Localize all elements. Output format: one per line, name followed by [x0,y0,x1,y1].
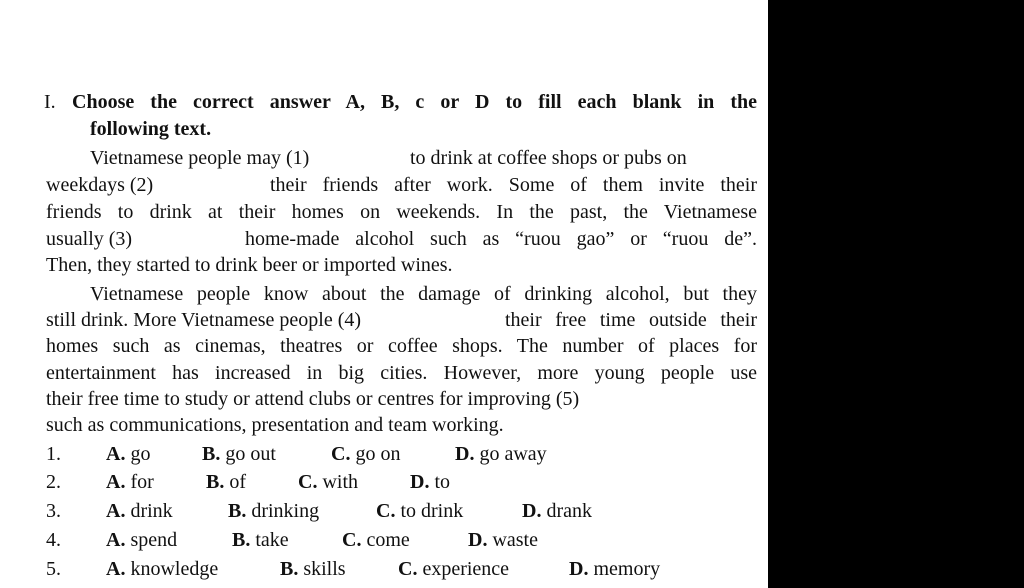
option-b[interactable]: B. go out [202,443,276,465]
p1-line-5: Then, they started to drink beer or imported wines. [46,254,453,276]
p1-line-4-end: home-made alcohol such as “ruou gao” or “ruou de”. [245,228,757,250]
p1-line-2-end: their friends after work. Some of them invite their [270,174,757,196]
option-c[interactable]: C. come [342,529,410,551]
p2-line-2-end: their free time outside their [505,309,757,331]
p1-line-3: friends to drink at their homes on weekends. In the past, the Vietnamese [46,201,757,223]
option-d[interactable]: D. waste [468,529,538,551]
heading-line-2: following text. [90,118,212,140]
question-number: 5. [46,558,61,580]
option-c[interactable]: C. to drink [376,500,464,522]
p2-line-6: such as communications, presentation and team working. [46,414,504,436]
option-d[interactable]: D. go away [455,443,547,465]
option-c[interactable]: C. go on [331,443,401,465]
p2-line-3: homes such as cinemas, theatres or coffee shops. The number of places for [46,335,757,357]
p2-line-5: their free time to study or attend clubs or centres for improving (5) [46,388,580,410]
question-number: 1. [46,443,61,465]
p1-line-1-start: Vietnamese people may (1) [90,147,310,169]
option-b[interactable]: B. skills [280,558,346,580]
option-b[interactable]: B. drinking [228,500,320,522]
question-number: 4. [46,529,61,551]
p2-line-1: Vietnamese people know about the damage of drinking alcohol, but they [90,283,757,305]
option-a[interactable]: A. drink [106,500,173,522]
option-b[interactable]: B. of [206,471,247,493]
p1-line-4-start: usually (3) [46,228,133,250]
option-d[interactable]: D. memory [569,558,661,580]
black-side-panel [768,0,1024,588]
option-a[interactable]: A. knowledge [106,558,219,580]
option-c[interactable]: C. with [298,471,359,493]
option-a[interactable]: A. go [106,443,151,465]
question-number: 2. [46,471,61,493]
option-d[interactable]: D. drank [522,500,592,522]
option-d[interactable]: D. to [410,471,451,493]
p1-line-2-start: weekdays (2) [46,174,154,196]
heading-number: I. [44,91,56,113]
option-c[interactable]: C. experience [398,558,510,580]
option-a[interactable]: A. for [106,471,154,493]
question-number: 3. [46,500,61,522]
heading-line-1: Choose the correct answer A, B, c or D to fill each blank in the [72,91,757,113]
p2-line-2-start: still drink. More Vietnamese people (4) [46,309,362,331]
p2-line-4: entertainment has increased in big cities. However, more young people use [46,362,757,384]
option-a[interactable]: A. spend [106,529,178,551]
p1-line-1-end: to drink at coffee shops or pubs on [410,147,687,169]
option-b[interactable]: B. take [232,529,289,551]
